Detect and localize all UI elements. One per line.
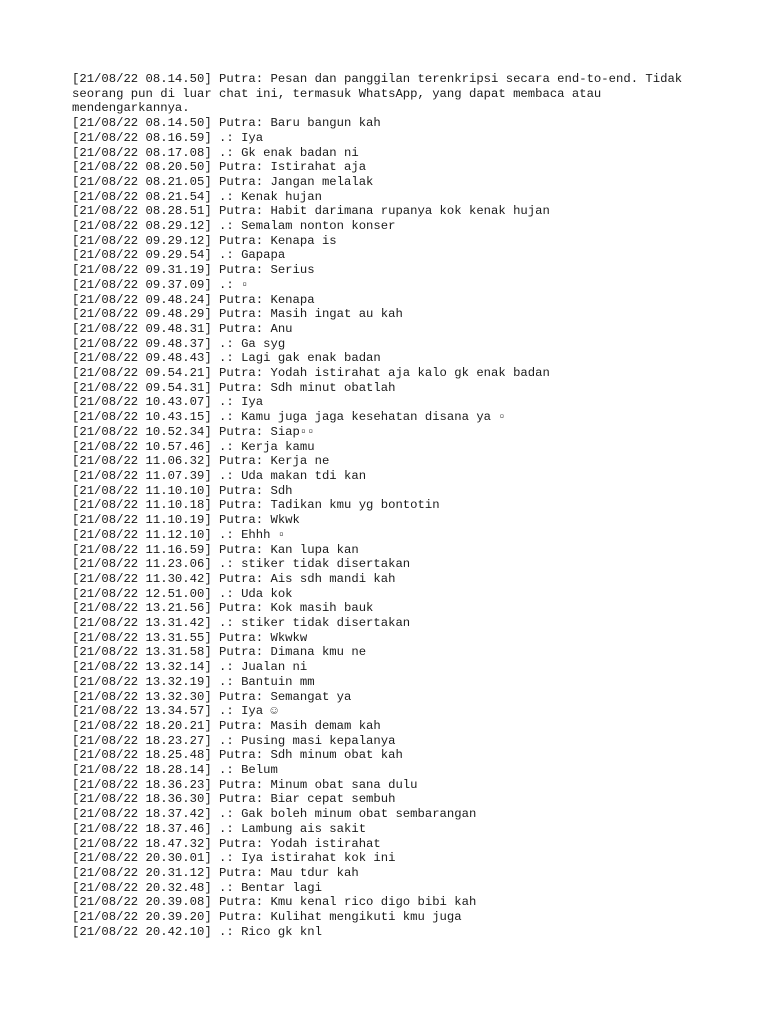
chat-message-line: [21/08/22 08.20.50] Putra: Istirahat aja (72, 160, 367, 175)
chat-message-line: [21/08/22 09.48.29] Putra: Masih ingat au kah (72, 307, 403, 322)
chat-message-line: [21/08/22 20.42.10] .: Rico gk knl (72, 924, 322, 939)
chat-message-line: [21/08/22 10.43.15] .: Kamu juga jaga kesehatan disana ya ▫ (72, 410, 506, 425)
chat-message-line: [21/08/22 08.14.50] Putra: Baru bangun kah (72, 116, 381, 131)
chat-message-line: [21/08/22 09.48.31] Putra: Anu (72, 321, 293, 336)
chat-message-line: [21/08/22 09.29.54] .: Gapapa (72, 248, 286, 263)
chat-message-line: [21/08/22 08.16.59] .: Iya (72, 130, 264, 145)
chat-message-line: [21/08/22 18.47.32] Putra: Yodah istirahat (72, 836, 381, 851)
chat-message-line: [21/08/22 18.36.23] Putra: Minum obat sana dulu (72, 777, 418, 792)
chat-message-line: [21/08/22 18.28.14] .: Belum (72, 763, 278, 778)
chat-message-line: [21/08/22 13.21.56] Putra: Kok masih bauk (72, 601, 374, 616)
chat-message-line: [21/08/22 13.31.55] Putra: Wkwkw (72, 630, 308, 645)
chat-message-line: [21/08/22 20.30.01] .: Iya istirahat kok ini (72, 851, 396, 866)
chat-message-line: [21/08/22 20.39.20] Putra: Kulihat mengikuti kmu juga (72, 910, 462, 925)
chat-message-line: [21/08/22 12.51.00] .: Uda kok (72, 586, 293, 601)
chat-message-line: [21/08/22 10.52.34] Putra: Siap▫▫ (72, 424, 315, 439)
chat-message-line: [21/08/22 11.23.06] .: stiker tidak disertakan (72, 557, 411, 572)
chat-message-line: [21/08/22 20.39.08] Putra: Kmu kenal rico digo bibi kah (72, 895, 477, 910)
chat-message-line: [21/08/22 18.20.21] Putra: Masih demam kah (72, 718, 381, 733)
chat-message-line: [21/08/22 20.31.12] Putra: Mau tdur kah (72, 865, 359, 880)
chat-message-line: [21/08/22 09.54.31] Putra: Sdh minut obatlah (72, 380, 396, 395)
chat-message-line: [21/08/22 09.48.43] .: Lagi gak enak badan (72, 351, 381, 366)
chat-message-line: [21/08/22 09.31.19] Putra: Serius (72, 263, 315, 278)
chat-message-line: [21/08/22 11.06.32] Putra: Kerja ne (72, 454, 330, 469)
chat-message-line: [21/08/22 18.37.42] .: Gak boleh minum obat sembarangan (72, 807, 477, 822)
chat-log (72, 72, 712, 939)
chat-message-line: [21/08/22 18.36.30] Putra: Biar cepat sembuh (72, 792, 396, 807)
chat-message-line: [21/08/22 20.32.48] .: Bentar lagi (72, 880, 322, 895)
chat-message-line: [21/08/22 13.32.19] .: Bantuin mm (72, 674, 315, 689)
chat-message-line: [21/08/22 09.48.24] Putra: Kenapa (72, 292, 315, 307)
chat-message-line: [21/08/22 11.12.10] .: Ehhh ▫ (72, 527, 286, 542)
chat-message-line: [21/08/22 09.29.12] Putra: Kenapa is (72, 233, 337, 248)
chat-message-line: [21/08/22 18.25.48] Putra: Sdh minum obat kah (72, 748, 403, 763)
chat-message-line: [21/08/22 18.37.46] .: Lambung ais sakit (72, 821, 367, 836)
chat-message-line: [21/08/22 11.30.42] Putra: Ais sdh mandi kah (72, 571, 396, 586)
chat-message-line: [21/08/22 13.32.14] .: Jualan ni (72, 660, 308, 675)
chat-message-line: [21/08/22 08.28.51] Putra: Habit darimana rupanya kok kenak hujan (72, 204, 550, 219)
chat-message-line: [21/08/22 08.17.08] .: Gk enak badan ni (72, 145, 359, 160)
chat-message-line: [21/08/22 08.21.54] .: Kenak hujan (72, 189, 322, 204)
chat-message-line: [21/08/22 11.10.18] Putra: Tadikan kmu yg bontotin (72, 498, 440, 513)
chat-message-line: [21/08/22 11.16.59] Putra: Kan lupa kan (72, 542, 359, 557)
chat-message-line: [21/08/22 11.07.39] .: Uda makan tdi kan (72, 468, 367, 483)
chat-message-line: [21/08/22 08.29.12] .: Semalam nonton konser (72, 219, 396, 234)
chat-message-line: [21/08/22 13.34.57] .: Iya ☺ (72, 704, 278, 719)
chat-message-line: [21/08/22 13.31.42] .: stiker tidak disertakan (72, 616, 411, 631)
chat-message-line: [21/08/22 09.37.09] .: ▫ (72, 277, 249, 292)
chat-message-line: [21/08/22 08.21.05] Putra: Jangan melalak (72, 174, 374, 189)
chat-message-line: [21/08/22 11.10.10] Putra: Sdh (72, 483, 293, 498)
chat-message-line: [21/08/22 13.32.30] Putra: Semangat ya (72, 689, 352, 704)
encryption-notice-line: [21/08/22 08.14.50] Putra: Pesan dan panggilan terenkripsi secara end-to-end. Tidak seorang pun di luar chat ini, termasuk WhatsApp, yang dapat membaca atau mendengarkannya. (72, 72, 690, 116)
chat-message-line: [21/08/22 10.43.07] .: Iya (72, 395, 264, 410)
chat-message-line: [21/08/22 10.57.46] .: Kerja kamu (72, 439, 315, 454)
chat-message-line: [21/08/22 18.23.27] .: Pusing masi kepalanya (72, 733, 396, 748)
chat-message-line: [21/08/22 09.48.37] .: Ga syg (72, 336, 286, 351)
chat-message-line: [21/08/22 13.31.58] Putra: Dimana kmu ne (72, 645, 367, 660)
chat-message-line: [21/08/22 11.10.19] Putra: Wkwk (72, 513, 300, 528)
chat-message-line: [21/08/22 09.54.21] Putra: Yodah istirahat aja kalo gk enak badan (72, 366, 550, 381)
